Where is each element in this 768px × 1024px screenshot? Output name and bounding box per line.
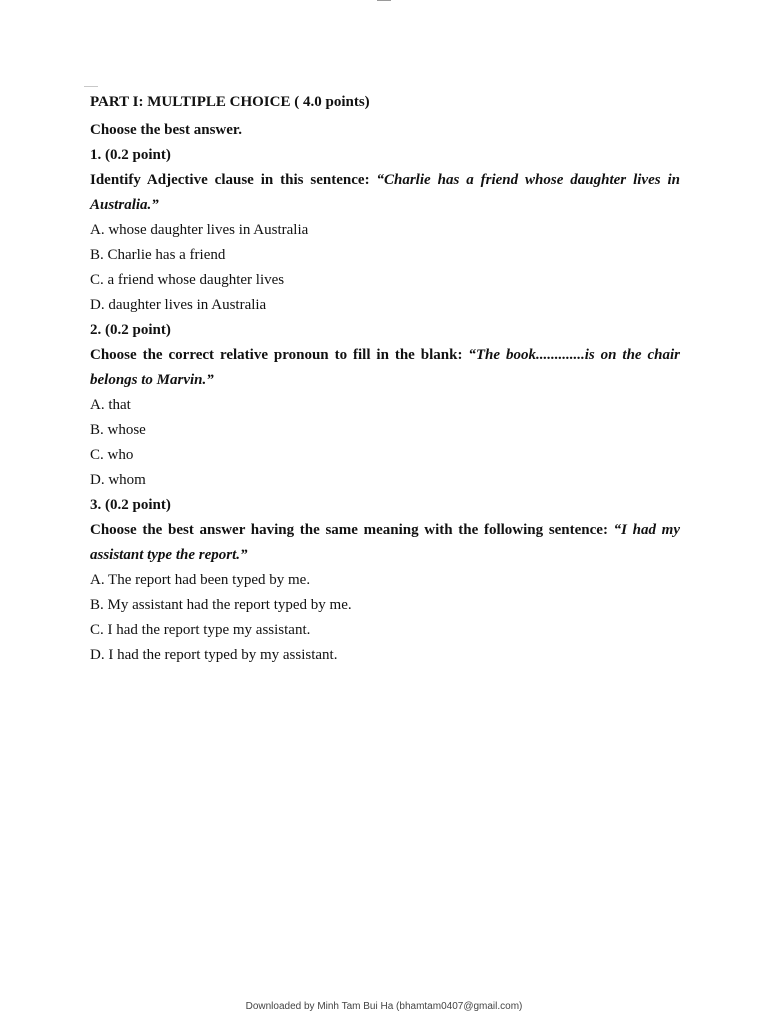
option-a: A. The report had been typed by me. xyxy=(90,572,311,588)
option-c: C. a friend whose daughter lives xyxy=(90,272,285,288)
prompt-text: Choose the correct relative pronoun to fill in the blank: xyxy=(90,347,469,363)
question-1 xyxy=(90,143,680,318)
question-3 xyxy=(90,493,680,668)
option-c: C. I had the report type my assistant. xyxy=(90,622,311,638)
download-footer: Downloaded by Minh Tam Bui Ha (bhamtam0407@gmail.com) xyxy=(245,1001,523,1012)
question-prompt xyxy=(90,168,680,218)
option-b: B. whose xyxy=(90,422,146,438)
option-b: B. My assistant had the report typed by me. xyxy=(90,597,352,613)
question-number: 2. (0.2 point) xyxy=(90,322,171,338)
option-a: A. that xyxy=(90,397,131,413)
option-d: D. daughter lives in Australia xyxy=(90,297,267,313)
prompt-text: Choose the best answer having the same meaning with the following sentence: xyxy=(90,522,614,538)
instruction: Choose the best answer. xyxy=(90,122,242,138)
option-a: A. whose daughter lives in Australia xyxy=(90,222,309,238)
question-2 xyxy=(90,318,680,493)
prompt-quote: “Charlie has a friend whose daughter lives in Australia.” xyxy=(90,172,680,213)
question-prompt xyxy=(90,518,680,568)
document-body xyxy=(90,90,680,668)
question-prompt xyxy=(90,343,680,393)
prompt-text: Identify Adjective clause in this sentence: xyxy=(90,172,377,188)
prompt-quote: “The book.............is on the chair belongs to Marvin.” xyxy=(90,347,680,388)
question-number: 1. (0.2 point) xyxy=(90,147,171,163)
question-number: 3. (0.2 point) xyxy=(90,497,171,513)
option-d: D. I had the report typed by my assistant. xyxy=(90,647,338,663)
option-c: C. who xyxy=(90,447,134,463)
option-b: B. Charlie has a friend xyxy=(90,247,226,263)
prompt-quote: “I had my assistant type the report.” xyxy=(90,522,680,563)
option-d: D. whom xyxy=(90,472,146,488)
corner-rule xyxy=(84,86,98,87)
top-rule xyxy=(377,0,391,1)
part-title: PART I: MULTIPLE CHOICE ( 4.0 points) xyxy=(90,94,370,110)
